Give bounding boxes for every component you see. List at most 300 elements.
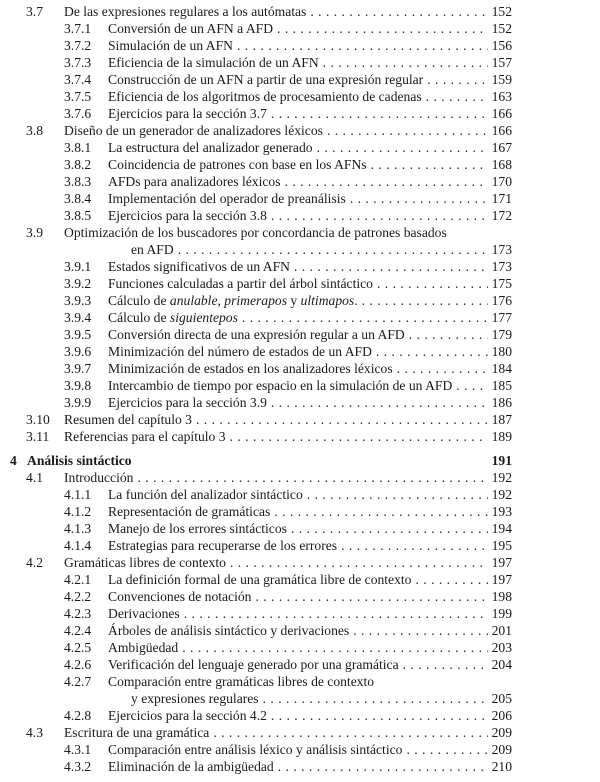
entry-title [64,411,488,428]
entry-number: 3.9.5 [64,327,92,342]
entry-title [131,690,488,707]
entry-title-part: Diseño de un generador de analizadores léxicos [64,123,323,138]
dot-leader [271,707,488,724]
toc-section-entry [0,122,600,139]
entry-title [108,537,488,554]
entry-title-text [108,707,271,724]
entry-page-number: 171 [491,191,512,206]
entry-title-text [108,520,291,537]
dot-leader [291,520,488,537]
entry-number: 3.9.2 [64,276,92,291]
entry-title-part: Derivaciones [108,606,180,621]
entry-number: 4.1.2 [64,504,92,519]
entry-title-text [108,173,285,190]
entry-title-text [108,207,271,224]
entry-number: 3.10 [26,412,50,427]
dot-leader [409,326,488,343]
dot-leader [184,605,488,622]
entry-title-part: Optimización de los buscadores por concordancia de patrones basados [64,225,447,240]
entry-title-part: Eliminación de la ambigüedad [108,759,274,774]
dot-leader [353,622,488,639]
entry-number: 3.7.3 [64,55,92,70]
entry-title-part: en AFD [131,242,174,257]
entry-title [108,292,488,309]
entry-page-number: 172 [491,208,512,223]
entry-title-text [108,639,182,656]
dot-leader [362,292,488,309]
entry-number: 3.7.5 [64,89,92,104]
entry-title [64,122,488,139]
toc-subsection-entry [0,377,600,394]
entry-number: 3.8.5 [64,208,92,223]
entry-title [108,190,488,207]
entry-number: 3.9.6 [64,344,92,359]
entry-number: 4.3.1 [64,742,92,757]
dot-leader [310,3,488,20]
entry-title-text [108,258,294,275]
dot-leader [426,88,488,105]
toc-subsection-entry [0,20,600,37]
entry-page-number: 170 [491,174,512,189]
entry-title-part: Cálculo de [108,293,170,308]
entry-title-part: La función del analizador sintáctico [108,487,303,502]
entry-page-number: 166 [491,123,512,138]
toc-subsection-entry [0,707,600,724]
dot-leader [294,258,488,275]
entry-page-number: 186 [491,395,512,410]
toc-subsection-entry [0,326,600,343]
dot-leader [213,724,488,741]
entry-number: 4.2 [26,555,43,570]
entry-title-text [108,741,406,758]
dot-leader [285,173,488,190]
entry-title-part: Manejo de los errores sintácticos [108,521,287,536]
entry-page-number: 184 [491,361,512,376]
entry-title [108,639,488,656]
entry-number: 3.8 [26,123,43,138]
entry-title [108,275,488,292]
dot-leader [263,690,488,707]
entry-title [108,105,488,122]
entry-number: 3.9.4 [64,310,92,325]
dot-leader [242,309,488,326]
entry-title-text [64,554,230,571]
entry-title [131,241,488,258]
entry-page-number: 163 [491,89,512,104]
entry-title-text [108,156,371,173]
entry-number: 4.2.5 [64,640,92,655]
entry-title-part: Minimización de estados en los analizadores léxicos [108,361,393,376]
entry-title [108,656,488,673]
entry-title [64,3,488,20]
entry-number: 3.8.2 [64,157,92,172]
entry-title-text [64,3,310,20]
entry-page-number: 173 [491,259,512,274]
entry-number: 4.1.3 [64,521,92,536]
entry-title-part: Comparación entre gramáticas libres de contexto [108,674,375,689]
entry-title-part: Representación de gramáticas [108,504,271,519]
entry-title-part: Eficiencia de los algoritmos de procesamiento de cadenas [108,89,422,104]
entry-title [108,258,488,275]
entry-title-part: Intercambio de tiempo por espacio en la simulación de un AFD [108,378,453,393]
entry-title-text [131,241,178,258]
toc-subsection-entry [0,275,600,292]
entry-page-number: 180 [491,344,512,359]
entry-page-number: 166 [491,106,512,121]
entry-title-text [108,88,426,105]
toc-subsection-entry [0,156,600,173]
entry-title [108,207,488,224]
entry-title [108,758,488,775]
dot-leader [182,639,488,656]
entry-title-part: y [286,293,301,308]
toc-subsection-entry [0,571,600,588]
toc-section-entry [0,554,600,571]
entry-title [108,54,488,71]
entry-title-text [131,690,263,707]
entry-page-number: 193 [491,504,512,519]
entry-title-text [108,486,307,503]
entry-number: 4.2.2 [64,589,92,604]
entry-page-number: 210 [491,759,512,774]
entry-title-part: De las expresiones regulares a los autómatas [64,4,307,19]
entry-number: 3.9.3 [64,293,92,308]
entry-title-part: Cálculo de [108,310,170,325]
toc-subsection-entry [0,605,600,622]
entry-page-number: 175 [491,276,512,291]
entry-page-number: 204 [491,657,512,672]
entry-title-text [108,37,237,54]
entry-title-part: y expresiones regulares [131,691,259,706]
entry-title [108,503,488,520]
toc-subsection-entry [0,88,600,105]
toc-subsection-entry [0,71,600,88]
toc-subsection-entry [0,292,600,309]
entry-title-part: Introducción [64,470,134,485]
entry-number: 3.7.4 [64,72,92,87]
dot-leader [376,343,488,360]
toc-section-entry [0,469,600,486]
entry-title-italic: anulable [169,293,218,308]
entry-number: 3.11 [26,429,50,444]
entry-title [27,452,488,469]
entry-title-text [108,292,362,309]
entry-title [108,309,488,326]
entry-title-text [108,605,184,622]
dot-leader [274,503,488,520]
entry-title [108,88,488,105]
dot-leader [377,275,488,292]
entry-title [64,469,488,486]
entry-title-part: Minimización del número de estados de un AFD [108,344,372,359]
dot-leader [317,139,488,156]
entry-page-number: 157 [491,55,512,70]
entry-title-part: Coincidencia de patrones con base en los AFNs [108,157,367,172]
toc-subsection-entry [0,190,600,207]
entry-title-text [64,469,137,486]
entry-title-part: Simulación de un AFN [108,38,233,53]
entry-page-number: 205 [491,691,512,706]
entry-page-number: 209 [491,742,512,757]
dot-leader [307,486,488,503]
toc-subsection-entry [0,37,600,54]
entry-title-text [108,309,242,326]
entry-title-text [108,343,376,360]
entry-title-text [64,122,327,139]
entry-title [108,326,488,343]
dot-leader [403,656,488,673]
entry-title [108,707,488,724]
entry-title-text [108,758,278,775]
dot-leader [323,54,488,71]
entry-page-number: 201 [491,623,512,638]
toc-subsection-entry [0,520,600,537]
dot-leader [277,20,488,37]
entry-title-text [108,54,323,71]
entry-title-part: Ejercicios para la sección 3.9 [108,395,267,410]
entry-number: 3.7.1 [64,21,92,36]
toc-section-entry [0,411,600,428]
toc-subsection-entry [0,309,600,326]
entry-title [108,20,488,37]
entry-page-number: 156 [491,38,512,53]
entry-title [108,571,488,588]
entry-page-number: 191 [491,453,512,468]
entry-title-text [64,428,230,445]
entry-number: 3.7.2 [64,38,92,53]
toc-chapter-entry [0,452,600,469]
entry-title-part: Conversión directa de una expresión regular a un AFD [108,327,405,342]
toc-subsection-entry [0,207,600,224]
entry-title-part: La definición formal de una gramática libre de contexto [108,572,412,587]
entry-title [64,428,488,445]
toc-subsection-entry [0,139,600,156]
entry-number: 4.2.4 [64,623,92,638]
entry-page-number: 189 [491,429,512,444]
entry-page-number: 152 [491,4,512,19]
entry-page-number: 199 [491,606,512,621]
entry-title-part: . [354,293,358,308]
entry-number: 4.2.7 [64,674,92,689]
dot-leader [406,741,488,758]
entry-title-italic: primerapos [224,293,287,308]
entry-title-text [108,275,377,292]
entry-title [108,486,488,503]
entry-title-text [108,105,271,122]
toc-subsection-entry [0,758,600,775]
toc-subsection-entry [0,656,600,673]
dot-leader [327,122,488,139]
entry-title-text [108,139,317,156]
dot-leader [350,190,488,207]
toc-subsection-entry [0,537,600,554]
entry-page-number: 167 [491,140,512,155]
entry-page-number: 159 [491,72,512,87]
entry-page-number: 192 [491,470,512,485]
entry-title-text [108,588,255,605]
entry-title-part: , [217,293,225,308]
toc-subsection-entry [0,741,600,758]
entry-page-number: 195 [491,538,512,553]
entry-title [108,741,488,758]
entry-title-part: Comparación entre análisis léxico y análisis sintáctico [108,742,403,757]
entry-title-part: Convenciones de notación [108,589,252,604]
entry-number: 3.7.6 [64,106,92,121]
dot-leader [341,537,488,554]
entry-title [108,588,488,605]
entry-number: 3.9.9 [64,395,92,410]
entry-number: 4.3 [26,725,43,740]
entry-title-text [108,190,350,207]
entry-title [108,156,488,173]
dot-leader [271,105,488,122]
entry-title-part: Estados significativos de un AFN [108,259,290,274]
entry-title-text [27,452,136,469]
dot-leader [278,758,488,775]
entry-title-part: Funciones calculadas a partir del árbol sintáctico [108,276,373,291]
entry-title-part: Árboles de análisis sintáctico y derivaciones [108,623,350,638]
entry-title [108,394,488,411]
entry-title-text [108,673,378,690]
entry-title-italic: siguientepos [169,310,238,325]
dot-leader [178,241,488,258]
toc-subsection-entry [0,258,600,275]
dot-leader [196,411,488,428]
dot-leader [230,554,488,571]
toc-subsection-entry [0,503,600,520]
entry-title-part: Análisis sintáctico [27,453,132,468]
entry-title-text [108,622,353,639]
entry-title-text [108,20,277,37]
entry-title [108,622,488,639]
entry-title-text [64,724,213,741]
entry-page-number: 198 [491,589,512,604]
dot-leader [427,71,488,88]
entry-number: 4.1 [26,470,43,485]
entry-page-number: 203 [491,640,512,655]
entry-number: 4.1.4 [64,538,92,553]
entry-title-text [108,360,397,377]
entry-title [108,71,488,88]
entry-title-part: Gramáticas libres de contexto [64,555,226,570]
entry-number: 3.9.1 [64,259,92,274]
entry-number: 4.2.3 [64,606,92,621]
toc-section-entry [0,3,600,20]
entry-title-text [108,326,409,343]
entry-number: 4.2.6 [64,657,92,672]
entry-title [108,377,488,394]
entry-number: 4.2.1 [64,572,92,587]
dot-leader [371,156,488,173]
entry-page-number: 194 [491,521,512,536]
entry-title-text [108,377,456,394]
entry-number: 3.9.7 [64,361,92,376]
entry-number: 3.9.8 [64,378,92,393]
entry-title-part: Escritura de una gramática [64,725,210,740]
toc-subsection-entry [0,105,600,122]
toc-section-entry [0,224,600,241]
entry-title-text [108,656,403,673]
entry-title-part: La estructura del analizador generado [108,140,313,155]
entry-title-text [108,571,415,588]
entry-number: 3.7 [26,4,43,19]
entry-page-number: 176 [491,293,512,308]
entry-page-number: 197 [491,572,512,587]
entry-title-part: Estrategias para recuperarse de los errores [108,538,338,553]
entry-number: 4.2.8 [64,708,92,723]
entry-title-text [108,71,427,88]
toc-subsection-entry [0,343,600,360]
entry-title-part: Verificación del lenguaje generado por una gramática [108,657,399,672]
entry-title [108,343,488,360]
entry-title [108,673,488,690]
entry-page-number: 197 [491,555,512,570]
toc-subsection-entry [0,486,600,503]
entry-number: 4.3.2 [64,759,92,774]
toc-subsection-entry [0,673,600,690]
entry-page-number: 177 [491,310,512,325]
entry-title [108,605,488,622]
toc-subsection-entry [0,360,600,377]
entry-number: 3.9 [26,225,43,240]
entry-page-number: 192 [491,487,512,502]
entry-title [108,139,488,156]
entry-title [64,224,488,241]
dot-leader [137,469,488,486]
toc-subsection-entry [0,588,600,605]
entry-number: 3.8.3 [64,174,92,189]
entry-title [108,520,488,537]
entry-title-part: Implementación del operador de preanálisis [108,191,346,206]
entry-title-italic: ultimapos [300,293,355,308]
entry-page-number: 168 [491,157,512,172]
entry-page-number: 173 [491,242,512,257]
toc-subsection-entry [0,54,600,71]
dot-leader [271,394,488,411]
dot-leader [397,360,488,377]
entry-number: 4 [10,453,17,468]
dot-leader [230,428,488,445]
entry-title-part: Eficiencia de la simulación de un AFN [108,55,319,70]
entry-title-part: Ejercicios para la sección 3.8 [108,208,267,223]
toc-section-entry [0,724,600,741]
entry-page-number: 187 [491,412,512,427]
entry-title-text [108,394,271,411]
entry-page-number: 206 [491,708,512,723]
entry-page-number: 179 [491,327,512,342]
dot-leader [255,588,488,605]
entry-title [108,37,488,54]
entry-page-number: 209 [491,725,512,740]
entry-title-part: Construcción de un AFN a partir de una expresión regular [108,72,424,87]
entry-title [64,554,488,571]
entry-page-number: 152 [491,21,512,36]
entry-title-text [64,224,451,241]
entry-title-part: Ejercicios para la sección 3.7 [108,106,267,121]
entry-title-part: Ambigüedad [108,640,179,655]
dot-leader [237,37,488,54]
entry-title-text [108,503,274,520]
dot-leader [415,571,488,588]
entry-title-part: Conversión de un AFN a AFD [108,21,274,36]
entry-title-part: AFDs para analizadores léxicos [108,174,281,189]
entry-title [108,360,488,377]
entry-title-part: Referencias para el capítulo 3 [64,429,226,444]
entry-number: 3.8.4 [64,191,92,206]
toc-section-entry [0,428,600,445]
entry-number: 4.1.1 [64,487,92,502]
toc-subsection-entry [0,639,600,656]
